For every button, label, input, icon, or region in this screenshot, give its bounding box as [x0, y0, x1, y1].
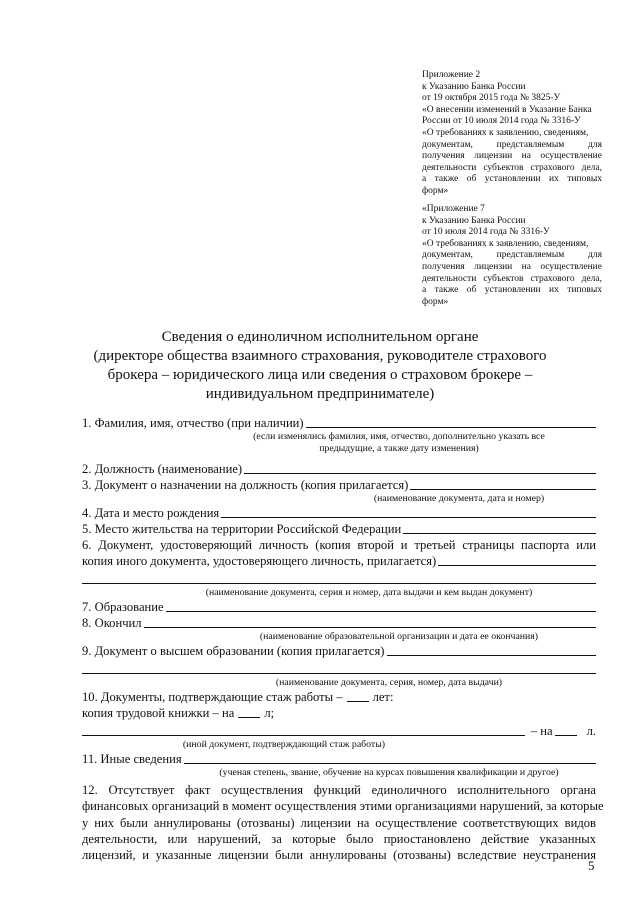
paragraph-line: деятельности, или нарушений, за которые было приостановлено действие указанных: [82, 831, 596, 846]
higher-education-document-input-line[interactable]: [387, 655, 597, 656]
field-label: – на: [530, 724, 553, 738]
field-education: [82, 599, 596, 615]
form-body: [82, 415, 604, 863]
field-full-name: [82, 415, 596, 431]
field-label: лет:: [372, 690, 394, 704]
appendix-line: а также об установлении их типовых: [422, 285, 602, 296]
appendix-line: «О требованиях к заявлению, сведениям,: [422, 127, 589, 138]
field-label: 5. Место жительства на территории Российской Федерации: [82, 522, 402, 536]
appendix-line: форм»: [422, 296, 449, 307]
field-appointment-document: [82, 477, 596, 493]
field-identity-document-text: 6. Документ, удостоверяющий личность (копия второй и третьей страницы паспорта или: [82, 538, 596, 552]
birth-input-line[interactable]: [221, 517, 596, 518]
appendix-line: России от 10 июля 2014 года № 3316-У: [422, 116, 581, 127]
field-label: копия иного документа, удостоверяющего личность, прилагается): [82, 554, 437, 568]
experience-years-input[interactable]: [347, 689, 369, 702]
field-hint: (если изменялись фамилия, имя, отчество, дополнительно указать все: [253, 431, 545, 442]
title-line: брокера – юридического лица или сведения о страховом брокере –: [107, 367, 533, 383]
paragraph-line: лицензий, и указанные лицензии были аннулированы (отозваны) вследствие неустранения: [82, 848, 596, 863]
field-hint: (иной документ, подтверждающий стаж работы): [182, 739, 386, 750]
field-higher-education-extra: [82, 659, 596, 677]
field-hint: (наименование документа, серия, номер, дата выдачи): [275, 677, 503, 688]
appendix-line: получения лицензии на осуществление: [422, 261, 602, 272]
labor-book-pages-input[interactable]: [238, 705, 260, 718]
field-label: 10. Документы, подтверждающие стаж работы –: [82, 690, 343, 704]
appendix-line: от 19 октября 2015 года № 3825-У: [422, 93, 561, 104]
appendix-line: деятельности субъектов страхового дела,: [422, 273, 602, 284]
field-label: л;: [264, 706, 275, 720]
field-other-info: [82, 751, 596, 767]
position-input-line[interactable]: [244, 473, 596, 474]
field-label: 1. Фамилия, имя, отчество (при наличии): [82, 416, 304, 430]
other-info-input-line[interactable]: [184, 763, 596, 764]
appendix-line: «О требованиях к заявлению, сведениям,: [422, 238, 589, 249]
field-label: 8. Окончил: [82, 616, 142, 630]
appendix-line: «О внесении изменений в Указание Банка: [422, 104, 592, 115]
appendix-line: «Приложение 7: [422, 204, 485, 214]
identity-document-input-line-2[interactable]: [82, 583, 596, 584]
residence-input-line[interactable]: [403, 533, 596, 534]
field-higher-education-document: [82, 643, 596, 659]
paragraph-line: финансовых организаций в момент осуществления этими организациями нарушений, за которые: [82, 799, 604, 814]
appendix-line: деятельности субъектов страхового дела,: [422, 162, 602, 173]
appendix-line: а также об установлении их типовых: [422, 174, 602, 185]
field-label: 7. Образование: [82, 600, 164, 614]
education-input-line[interactable]: [166, 611, 596, 612]
field-label: л.: [586, 724, 596, 738]
field-label: 2. Должность (наименование): [82, 462, 243, 476]
full-name-input-line[interactable]: [306, 427, 596, 428]
appendix-line: документам, представляемым для: [422, 139, 602, 150]
appendix-line: к Указанию Банка России: [422, 215, 526, 226]
field-hint: (наименование образовательной организации и дата ее окончания): [259, 631, 539, 642]
field-work-experience: [82, 689, 596, 705]
field-label: 11. Иные сведения: [82, 752, 182, 766]
paragraph-line: у них были аннулированы (отозваны) лицензии на осуществление соответствующих видов: [82, 815, 596, 830]
field-label: копия трудовой книжки – на: [82, 706, 235, 720]
field-hint: (наименование документа, серия и номер, дата выдачи и кем выдан документ): [205, 587, 533, 598]
appendix-note-2: [422, 204, 602, 308]
field-labor-book: [82, 705, 596, 721]
field-label: 9. Документ о высшем образовании (копия прилагается): [82, 644, 385, 658]
field-label: 3. Документ о назначении на должность (копия прилагается): [82, 478, 409, 492]
field-hint: (ученая степень, звание, обучение на курсах повышения квалификации и другое): [219, 767, 559, 778]
page-number: 5: [588, 858, 595, 873]
appendix-note-1: [422, 70, 602, 198]
other-experience-document-input-line[interactable]: [82, 735, 525, 736]
paragraph-12: [82, 782, 604, 863]
field-position: [82, 461, 596, 477]
other-document-pages-input[interactable]: [555, 723, 577, 736]
field-other-experience-document: [82, 721, 596, 739]
appendix-line: получения лицензии на осуществление: [422, 151, 602, 162]
field-identity-document: [82, 553, 596, 569]
appendix-line: Приложение 2: [422, 70, 481, 80]
title-line: (директоре общества взаимного страхования, руководителе страхового: [93, 348, 547, 364]
appendix-line: к Указанию Банка России: [422, 81, 526, 92]
field-hint: (наименование документа, дата и номер): [373, 493, 545, 504]
appendix-line: документам, представляемым для: [422, 250, 602, 261]
title-line: индивидуальном предпринимателе): [205, 386, 435, 402]
document-title: [60, 328, 580, 404]
field-label: 4. Дата и место рождения: [82, 506, 220, 520]
appendix-line: от 10 июля 2014 года № 3316-У: [422, 227, 550, 238]
appointment-document-input-line[interactable]: [410, 489, 596, 490]
field-hint: предыдущие, а также дату изменения): [319, 443, 479, 454]
appendix-line: форм»: [422, 185, 449, 196]
field-identity-document-extra: [82, 569, 596, 587]
higher-education-input-line-2[interactable]: [82, 673, 596, 674]
paragraph-line: 12. Отсутствует факт осуществления функций единоличного исполнительного органа: [82, 783, 596, 797]
field-birth: [82, 505, 596, 521]
identity-document-input-line[interactable]: [438, 565, 596, 566]
field-graduated: [82, 615, 596, 631]
graduated-input-line[interactable]: [144, 627, 596, 628]
field-residence: [82, 521, 596, 537]
title-line: Сведения о единоличном исполнительном органе: [161, 329, 479, 345]
